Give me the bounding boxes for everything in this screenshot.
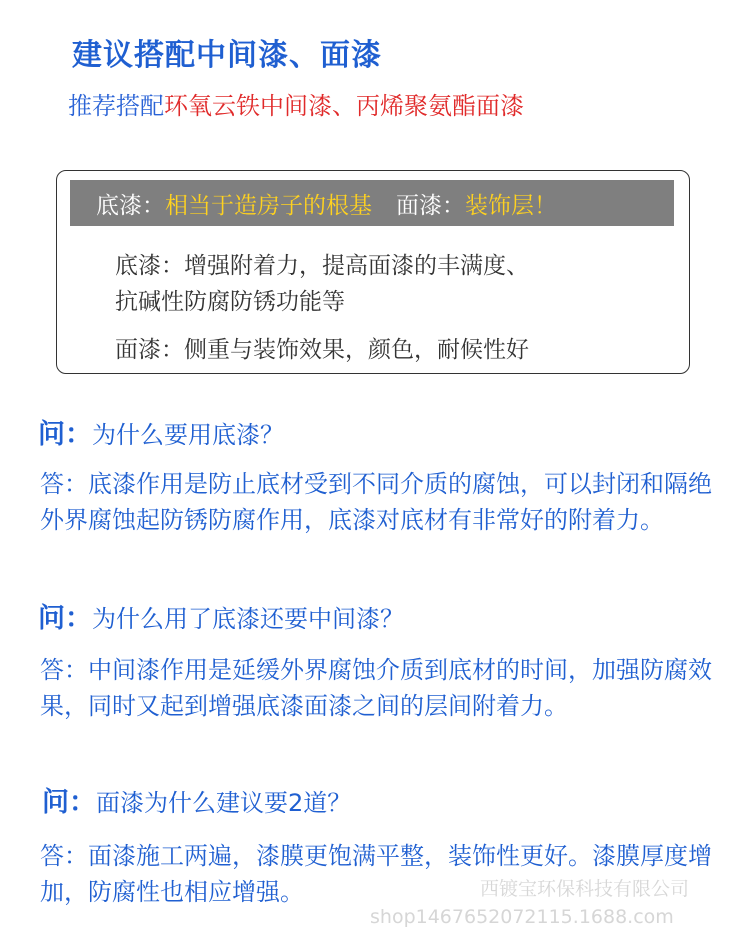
primer-label: 底漆： [96,192,165,219]
topcoat-description: 装饰层！ [465,192,557,219]
question-2 [38,596,404,635]
topcoat-label: 面漆： [396,192,465,219]
question-text: 为什么要用底漆？ [92,421,284,449]
primer-topcoat-card [56,170,690,374]
topcoat-detail-line: 面漆：侧重与装饰效果，颜色，耐候性好 [115,337,529,363]
question-1 [38,412,284,451]
recommendation-line [68,86,524,121]
question-3 [42,780,351,819]
card-header-bar [70,180,674,226]
question-text: 为什么用了底漆还要中间漆？ [92,605,404,633]
answer-1: 答：底漆作用是防止底材受到不同介质的腐蚀，可以封闭和隔绝外界腐蚀起防锈防腐作用，底漆对底材有非常好的附着力。 [40,470,712,534]
answer-3: 答：面漆施工两遍，漆膜更饱满平整，装饰性更好。漆膜厚度增加，防腐性也相应增强。 [40,842,712,906]
question-mark-label: 问： [38,419,92,450]
recommendation-products: 环氧云铁中间漆、丙烯聚氨酯面漆 [164,92,524,120]
answer-2: 答：中间漆作用是延缓外界腐蚀介质到底材的时间，加强防腐效果，同时又起到增强底漆面漆之间的层间附着力。 [40,656,712,720]
recommendation-prefix: 推荐搭配 [68,92,164,120]
page-title: 建议搭配中间漆、面漆 [72,38,382,73]
watermark-company: 西镀宝环保科技有限公司 [480,878,690,900]
primer-detail-line-2: 抗碱性防腐防锈功能等 [115,289,345,315]
question-mark-label: 问： [38,603,92,634]
question-text: 面漆为什么建议要2道？ [96,789,352,817]
primer-description: 相当于造房子的根基 [165,192,372,219]
question-mark-label: 问： [42,787,96,818]
watermark-shop-url: shop1467652072115.1688.com [370,906,674,928]
primer-detail-line-1: 底漆：增强附着力，提高面漆的丰满度、 [115,253,529,279]
